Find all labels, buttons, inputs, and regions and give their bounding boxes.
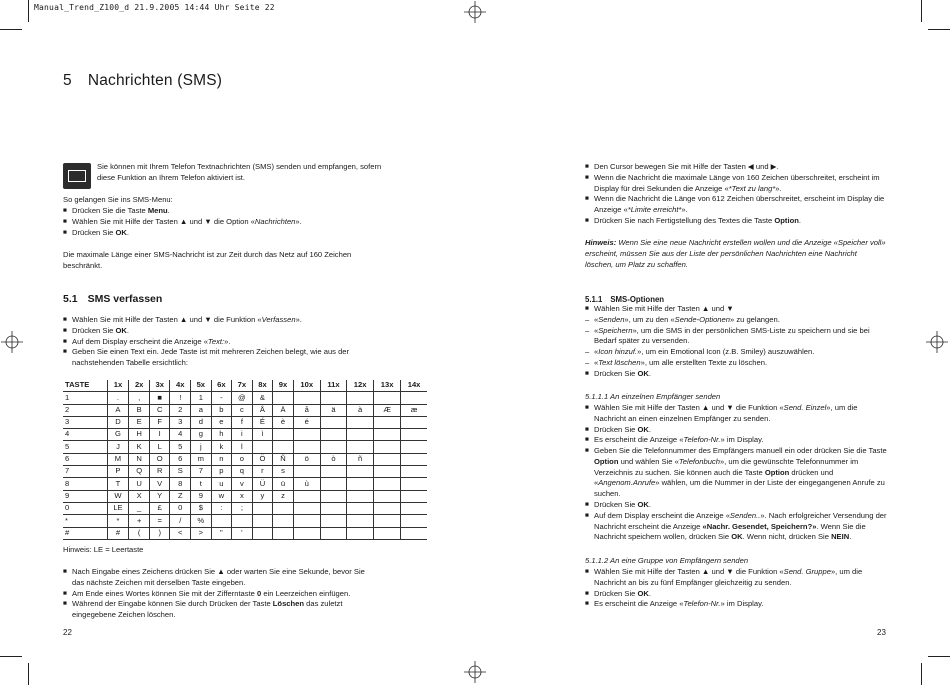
table-cell: < [170,527,191,539]
table-cell: Ä [273,404,294,416]
table-header-cell: 7x [232,380,253,392]
cursor-steps [585,162,885,227]
table-cell: n [211,453,232,465]
table-cell [374,527,401,539]
table-header-cell: 8x [252,380,273,392]
list-item: ■ Wählen Sie mit Hilfe der Tasten ▲ und ▼ die Option «Nachrichten». [63,217,393,228]
table-cell [401,527,427,539]
table-cell: 4 [170,429,191,441]
table-cell: Ñ [273,453,294,465]
table-cell [320,490,346,502]
table-header-cell: 5x [191,380,212,392]
table-header-cell: 2x [129,380,150,392]
table-cell: w [211,490,232,502]
table-header-cell: 13x [374,380,401,392]
table-cell [401,490,427,502]
table-cell [252,527,273,539]
list-item: ■ Wenn die Nachricht die maximale Länge von 160 Zeichen überschreitet, erscheint im Display für drei Sekunden die Anzeige «*Text zu lang*». [585,173,885,195]
list-item: – «Senden», um zu den «Sende-Optionen» zu gelangen. [585,315,885,326]
table-cell [374,441,401,453]
table-cell: D [107,416,129,428]
table-cell [232,515,253,527]
table-cell: p [211,466,232,478]
table-cell: h [211,429,232,441]
table-cell: " [211,527,232,539]
table-cell [347,416,374,428]
table-cell [347,502,374,514]
table-cell: 0 [63,502,107,514]
list-item: ■ Es erscheint die Anzeige «Telefon-Nr.» im Display. [585,435,887,446]
table-cell: W [107,490,129,502]
list-item: ■ Es erscheint die Anzeige «Telefon-Nr.» im Display. [585,599,887,610]
table-cell [273,441,294,453]
table-cell: 3 [170,416,191,428]
table-cell: o [232,453,253,465]
list-item: ■ Drücken Sie OK. [585,589,887,600]
registration-mark-icon [464,661,486,683]
table-cell: LE [107,502,129,514]
table-cell: ) [149,527,170,539]
list-item: ■ Geben Sie einen Text ein. Jede Taste ist mit mehreren Zeichen belegt, wie aus der nachstehenden Tabelle ersichtlich: [63,347,363,369]
table-cell: £ [149,502,170,514]
table-cell [320,478,346,490]
table-cell: ò [320,453,346,465]
table-cell: Y [149,490,170,502]
list-item: ■ Geben Sie die Telefonnummer des Empfängers manuell ein oder drücken Sie die Taste Option und wählen Sie «Telefonbuch», um die gewünschte Telefonnummer im Verzeichnis zu suchen. Sie können auch die Taste Option drücken und «Angenom.Anrufe» wählen, um die Nummer in der Liste der eingegangenen Anrufe zu suchen. [585,446,887,500]
table-cell [347,478,374,490]
table-cell [320,502,346,514]
table-cell [347,490,374,502]
table-header-cell: TASTE [63,380,107,392]
list-item: ■ Nach Eingabe eines Zeichens drücken Sie ▲ oder warten Sie eine Sekunde, bevor Sie das nächste Zeichen mit derselben Taste eingeben. [63,567,373,589]
table-header-cell: 1x [107,380,129,392]
table-cell: Æ [374,404,401,416]
compose-steps [63,315,363,369]
list-item: ■ Drücken Sie nach Fertigstellung des Textes die Taste Option. [585,216,885,227]
table-cell: + [129,515,150,527]
list-item: ■ Am Ende eines Wortes können Sie mit der Zifferntaste 0 ein Leerzeichen einfügen. [63,589,373,600]
registration-mark-icon [926,331,948,353]
table-cell: C [149,404,170,416]
list-item: ■ Den Cursor bewegen Sie mit Hilfe der Tasten ◀ und ▶. [585,162,885,173]
table-cell [401,392,427,404]
crop-mark [921,0,922,22]
table-cell: æ [401,404,427,416]
table-cell: E [129,416,150,428]
table-cell: K [129,441,150,453]
table-cell [374,466,401,478]
table-cell [401,466,427,478]
table-header-cell: 3x [149,380,170,392]
table-cell: # [107,527,129,539]
list-item: – «Icon hinzuf.», um ein Emotional Icon (z.B. Smiley) auszuwählen. [585,347,885,358]
table-cell [320,515,346,527]
hint-label: Hinweis: [585,238,617,247]
table-cell: t [191,478,212,490]
table-cell [252,441,273,453]
table-cell: è [273,416,294,428]
list-item: ■ Drücken Sie OK. [585,425,887,436]
table-header-cell: 14x [401,380,427,392]
table-cell: x [232,490,253,502]
table-cell [273,527,294,539]
table-cell: R [149,466,170,478]
table-cell: l [232,441,253,453]
table-cell: L [149,441,170,453]
table-cell: c [232,404,253,416]
table-cell: S [170,466,191,478]
table-cell [374,429,401,441]
table-row [63,490,427,502]
group-recipient-steps [585,567,887,610]
chapter-number: 5 [63,72,72,89]
page-number-right: 23 [877,628,886,637]
registration-mark-icon [1,331,23,353]
list-item: ■ Drücken Sie die Taste Menu. [63,206,393,217]
table-cell: f [232,416,253,428]
table-cell: I [149,429,170,441]
table-cell: @ [232,392,253,404]
table-cell: q [232,466,253,478]
table-cell: Z [170,490,191,502]
section-5-1-1-2-heading: 5.1.1.2 An eine Gruppe von Empfängern senden [585,556,749,565]
crop-mark [0,656,22,657]
table-cell [293,515,320,527]
table-cell [293,527,320,539]
table-cell [374,502,401,514]
single-recipient-steps [585,403,887,543]
table-cell: j [191,441,212,453]
table-cell [347,429,374,441]
list-item: ■ Wenn die Nachricht die Länge von 612 Zeichen überschreitet, erscheint im Display die Anzeige «*Limite erreicht*». [585,194,885,216]
table-note: Hinweis: LE = Leertaste [63,545,144,554]
table-cell: 8 [63,478,107,490]
table-cell: , [129,392,150,404]
chapter-title-text: Nachrichten (SMS) [87,72,223,89]
table-row [63,453,427,465]
table-cell [401,429,427,441]
list-item: ■ Auf dem Display erscheint die Anzeige «Text:». [63,337,363,348]
table-cell: g [191,429,212,441]
table-cell [273,429,294,441]
table-cell: é [293,416,320,428]
section-5-1-1-heading: 5.1.1 SMS-Optionen [585,295,665,304]
table-cell: * [63,515,107,527]
table-cell: = [149,515,170,527]
table-cell [401,515,427,527]
table-cell: * [107,515,129,527]
table-cell [347,515,374,527]
table-cell: _ [129,502,150,514]
table-cell [401,453,427,465]
table-cell: 6 [63,453,107,465]
table-cell: ì [252,429,273,441]
print-slug: Manual_Trend_Z100_d 21.9.2005 14:44 Uhr Seite 22 [34,3,275,12]
list-item: – «Text löschen», um alle erstellten Texte zu löschen. [585,358,885,369]
table-cell [320,441,346,453]
list-item: ■ Drücken Sie OK. [585,369,885,380]
table-cell: d [191,416,212,428]
table-cell: i [232,429,253,441]
table-cell [252,515,273,527]
table-cell: B [129,404,150,416]
list-item: ■ Drücken Sie OK. [63,228,393,239]
table-row [63,466,427,478]
table-cell: 7 [191,466,212,478]
table-row [63,392,427,404]
crop-mark [0,29,22,30]
table-cell: 5 [170,441,191,453]
list-item: ■ Wählen Sie mit Hilfe der Tasten ▲ und ▼ die Funktion «Send. Einzel», um die Nachricht an einen einzelnen Empfänger zu senden. [585,403,887,425]
table-cell: ñ [347,453,374,465]
input-tips [63,567,373,621]
table-cell: b [211,404,232,416]
table-cell: 0 [170,502,191,514]
table-cell: ' [232,527,253,539]
table-cell [211,515,232,527]
table-cell: 8 [170,478,191,490]
table-cell: ! [170,392,191,404]
hint-text: Wenn Sie eine neue Nachricht erstellen wollen und die Anzeige «Speicher voll» erscheint, müssen Sie aus der Liste der persönlichen Nachrichten eine Nachricht löschen, um Platz zu schaffen. [585,238,886,269]
table-cell: G [107,429,129,441]
table-cell [320,466,346,478]
section-5-1-1-1-heading: 5.1.1.1 An einzelnen Empfänger senden [585,392,721,401]
chapter-title [63,70,222,92]
table-header-cell: 6x [211,380,232,392]
table-cell: 4 [63,429,107,441]
table-cell: à [347,404,374,416]
table-cell: % [191,515,212,527]
table-cell: U [129,478,150,490]
table-cell: 5 [63,441,107,453]
table-cell [401,502,427,514]
list-item: ■ Während der Eingabe können Sie durch Drücken der Taste Löschen das zuletzt eingegebene Zeichen löschen. [63,599,373,621]
hint-paragraph [585,238,887,270]
table-cell: ä [320,404,346,416]
table-cell: > [191,527,212,539]
table-cell [374,453,401,465]
list-item: ■ Wählen Sie mit Hilfe der Tasten ▲ und ▼ die Funktion «Verfassen». [63,315,363,326]
table-cell: F [149,416,170,428]
table-cell: Q [129,466,150,478]
table-cell: / [170,515,191,527]
table-cell: 3 [63,416,107,428]
table-cell: P [107,466,129,478]
list-item: ■ Drücken Sie OK. [585,500,887,511]
table-cell [374,416,401,428]
table-cell: X [129,490,150,502]
table-cell: u [211,478,232,490]
table-cell: r [252,466,273,478]
table-cell: v [232,478,253,490]
table-row [63,404,427,416]
table-cell [320,392,346,404]
table-cell [252,502,273,514]
table-cell [347,392,374,404]
table-cell: e [211,416,232,428]
table-header-row [63,380,427,392]
table-cell: ■ [149,392,170,404]
table-cell [320,527,346,539]
table-cell [293,502,320,514]
table-cell: 2 [63,404,107,416]
table-header-cell: 10x [293,380,320,392]
section-5-1-heading: 5.1 SMS verfassen [63,293,163,305]
table-cell: y [252,490,273,502]
table-cell: M [107,453,129,465]
table-cell: É [252,416,273,428]
table-cell: 6 [170,453,191,465]
crop-mark [928,29,950,30]
menu-heading: So gelangen Sie ins SMS-Menu: [63,195,173,204]
table-cell [374,392,401,404]
table-cell [374,478,401,490]
key-character-table [63,380,427,540]
table-cell [293,490,320,502]
table-cell: V [149,478,170,490]
table-cell: s [273,466,294,478]
table-row [63,527,427,539]
table-cell: N [129,453,150,465]
list-item: ■ Wählen Sie mit Hilfe der Tasten ▲ und ▼ die Funktion «Send. Gruppe», um die Nachricht an bis zu fünf Empfänger gleichzeitig zu senden. [585,567,887,589]
table-cell: $ [191,502,212,514]
table-cell [347,441,374,453]
table-cell: ù [293,478,320,490]
table-cell [293,466,320,478]
registration-mark-icon [464,1,486,23]
table-cell: å [293,404,320,416]
table-cell: 1 [191,392,212,404]
table-cell: z [273,490,294,502]
table-cell [273,515,294,527]
table-cell: # [63,527,107,539]
table-cell: ( [129,527,150,539]
table-row [63,441,427,453]
intro-text: Sie können mit Ihrem Telefon Textnachrichten (SMS) senden und empfangen, sofern diese Funktion an Ihrem Telefon aktiviert ist. [97,162,382,182]
table-cell: & [252,392,273,404]
table-cell: . [107,392,129,404]
table-cell [374,515,401,527]
table-cell: 7 [63,466,107,478]
crop-mark [921,663,922,685]
table-cell: 2 [170,404,191,416]
table-cell [347,466,374,478]
table-cell: Ö [252,453,273,465]
table-cell [320,416,346,428]
list-item: ■ Drücken Sie OK. [63,326,363,337]
table-cell: T [107,478,129,490]
table-row [63,478,427,490]
table-cell [401,478,427,490]
table-cell: Å [252,404,273,416]
table-cell [293,441,320,453]
table-cell [320,429,346,441]
crop-mark [928,656,950,657]
table-header-cell: 11x [320,380,346,392]
sms-envelope-icon [63,163,91,189]
table-row [63,515,427,527]
menu-steps [63,206,393,238]
table-header-cell: 4x [170,380,191,392]
table-row [63,416,427,428]
table-row [63,429,427,441]
crop-mark [28,663,29,685]
table-cell [273,392,294,404]
table-cell: m [191,453,212,465]
table-cell: - [211,392,232,404]
list-item: ■ Wählen Sie mit Hilfe der Tasten ▲ und ▼ [585,304,885,315]
list-item: ■ Auf dem Display erscheint die Anzeige «Senden..». Nach erfolgreicher Versendung der Nachricht erscheint die Anzeige «Nachr. Gesendet, Speichern?». Wenn Sie die Nachricht speichern wollen, drücken Sie OK. Wenn nicht, drücken Sie NEIN. [585,511,887,543]
list-item: – «Speichern», um die SMS in der persönlichen SMS-Liste zu speichern und sie bei Bedarf später zu versenden. [585,326,885,348]
table-cell [347,527,374,539]
page-number-left: 22 [63,628,72,637]
table-cell: O [149,453,170,465]
table-cell [293,392,320,404]
table-cell: ü [273,478,294,490]
table-cell: 9 [191,490,212,502]
table-cell [374,490,401,502]
table-header-cell: 9x [273,380,294,392]
table-cell: a [191,404,212,416]
table-cell: H [129,429,150,441]
table-cell [273,502,294,514]
table-header-cell: 12x [347,380,374,392]
table-cell: Ü [252,478,273,490]
table-cell: 9 [63,490,107,502]
table-row [63,502,427,514]
crop-mark [28,0,29,22]
table-cell [293,429,320,441]
table-cell: ; [232,502,253,514]
table-cell: A [107,404,129,416]
table-cell [401,416,427,428]
table-cell: 1 [63,392,107,404]
options-steps [585,304,885,379]
table-cell: k [211,441,232,453]
table-cell [401,441,427,453]
max-length-text: Die maximale Länge einer SMS-Nachricht ist zur Zeit durch das Netz auf 160 Zeichen beschränkt. [63,250,352,270]
table-cell: ö [293,453,320,465]
table-cell: : [211,502,232,514]
table-cell: J [107,441,129,453]
